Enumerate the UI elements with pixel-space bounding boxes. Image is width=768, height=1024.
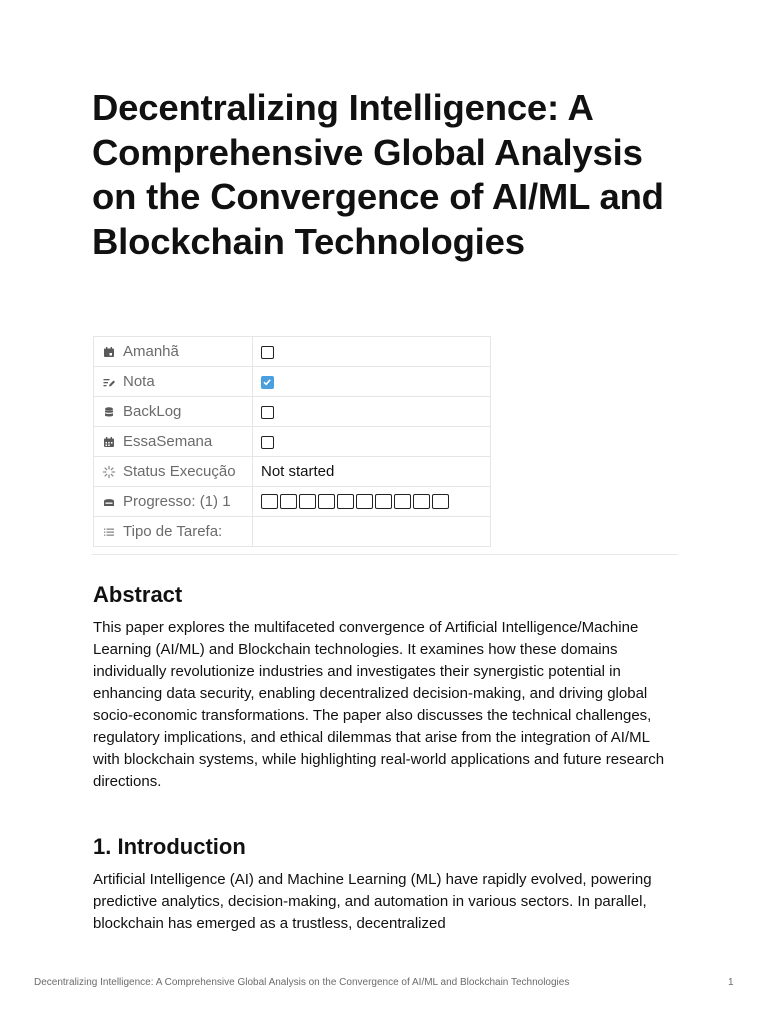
progress-segment bbox=[375, 494, 392, 509]
calendar-icon bbox=[102, 345, 116, 359]
status-value[interactable]: Not started bbox=[253, 457, 491, 487]
calendar-week-icon bbox=[102, 435, 116, 449]
property-label: Amanhã bbox=[123, 343, 179, 360]
section-heading-abstract: Abstract bbox=[93, 582, 183, 607]
introduction-paragraph: Artificial Intelligence (AI) and Machine Learning (ML) have rapidly evolved, powering predictive analytics, decision-making, and automation in various sectors. In parallel, blockchain has emerged as a trustless, decentralized bbox=[93, 871, 652, 932]
progress-icon bbox=[102, 495, 116, 509]
nota-checkbox[interactable] bbox=[261, 376, 274, 389]
progress-segment bbox=[432, 494, 449, 509]
property-label: Nota bbox=[123, 373, 155, 390]
property-row-backlog bbox=[94, 397, 491, 427]
footer-page-number: 1 bbox=[728, 977, 734, 988]
progress-segment bbox=[394, 494, 411, 509]
property-label: BackLog bbox=[123, 403, 182, 420]
backlog-checkbox[interactable] bbox=[261, 406, 274, 419]
property-row-status bbox=[94, 457, 491, 487]
essasemana-checkbox[interactable] bbox=[261, 436, 274, 449]
progress-segment bbox=[356, 494, 373, 509]
progress-segment bbox=[299, 494, 316, 509]
list-icon bbox=[102, 525, 116, 539]
footer-title: Decentralizing Intelligence: A Comprehensive Global Analysis on the Convergence of AI/ML and Blockchain Technologies bbox=[34, 977, 570, 988]
properties-table bbox=[93, 336, 491, 547]
tipo-value[interactable] bbox=[253, 517, 491, 547]
progress-segment bbox=[413, 494, 430, 509]
progress-segment bbox=[280, 494, 297, 509]
progress-segment bbox=[337, 494, 354, 509]
property-label: Progresso: (1) 1 bbox=[123, 493, 231, 510]
property-row-tipo bbox=[94, 517, 491, 547]
page-title: Decentralizing Intelligence: A Comprehensive Global Analysis on the Convergence of AI/ML and Blockchain Technologies bbox=[92, 87, 664, 262]
status-spinner-icon bbox=[102, 465, 116, 479]
progress-segment bbox=[261, 494, 278, 509]
property-label: Status Execução bbox=[123, 463, 236, 480]
database-icon bbox=[102, 405, 116, 419]
property-row-essasemana bbox=[94, 427, 491, 457]
property-label: Tipo de Tarefa: bbox=[123, 523, 223, 540]
property-label: EssaSemana bbox=[123, 433, 213, 450]
property-row-progresso bbox=[94, 487, 491, 517]
divider bbox=[92, 554, 678, 555]
property-row-nota bbox=[94, 367, 491, 397]
section-heading-introduction: 1. Introduction bbox=[93, 834, 246, 859]
abstract-paragraph: This paper explores the multifaceted convergence of Artificial Intelligence/Machine Learning (AI/ML) and Blockchain technologies. It examines how these domains individually revolutionize industries and investigates their synergistic potential in enhancing data security, enabling decentralized decision-making, and driving global socio-economic transformations. The paper also discusses the technical challenges, regulatory implications, and ethical dilemmas that arise from the integration of AI/ML with blockchain systems, while highlighting real-world applications and future research directions. bbox=[93, 619, 665, 790]
property-row-amanha bbox=[94, 337, 491, 367]
note-edit-icon bbox=[102, 375, 116, 389]
amanha-checkbox[interactable] bbox=[261, 346, 274, 359]
progress-segment bbox=[318, 494, 335, 509]
progress-bar bbox=[261, 494, 490, 509]
